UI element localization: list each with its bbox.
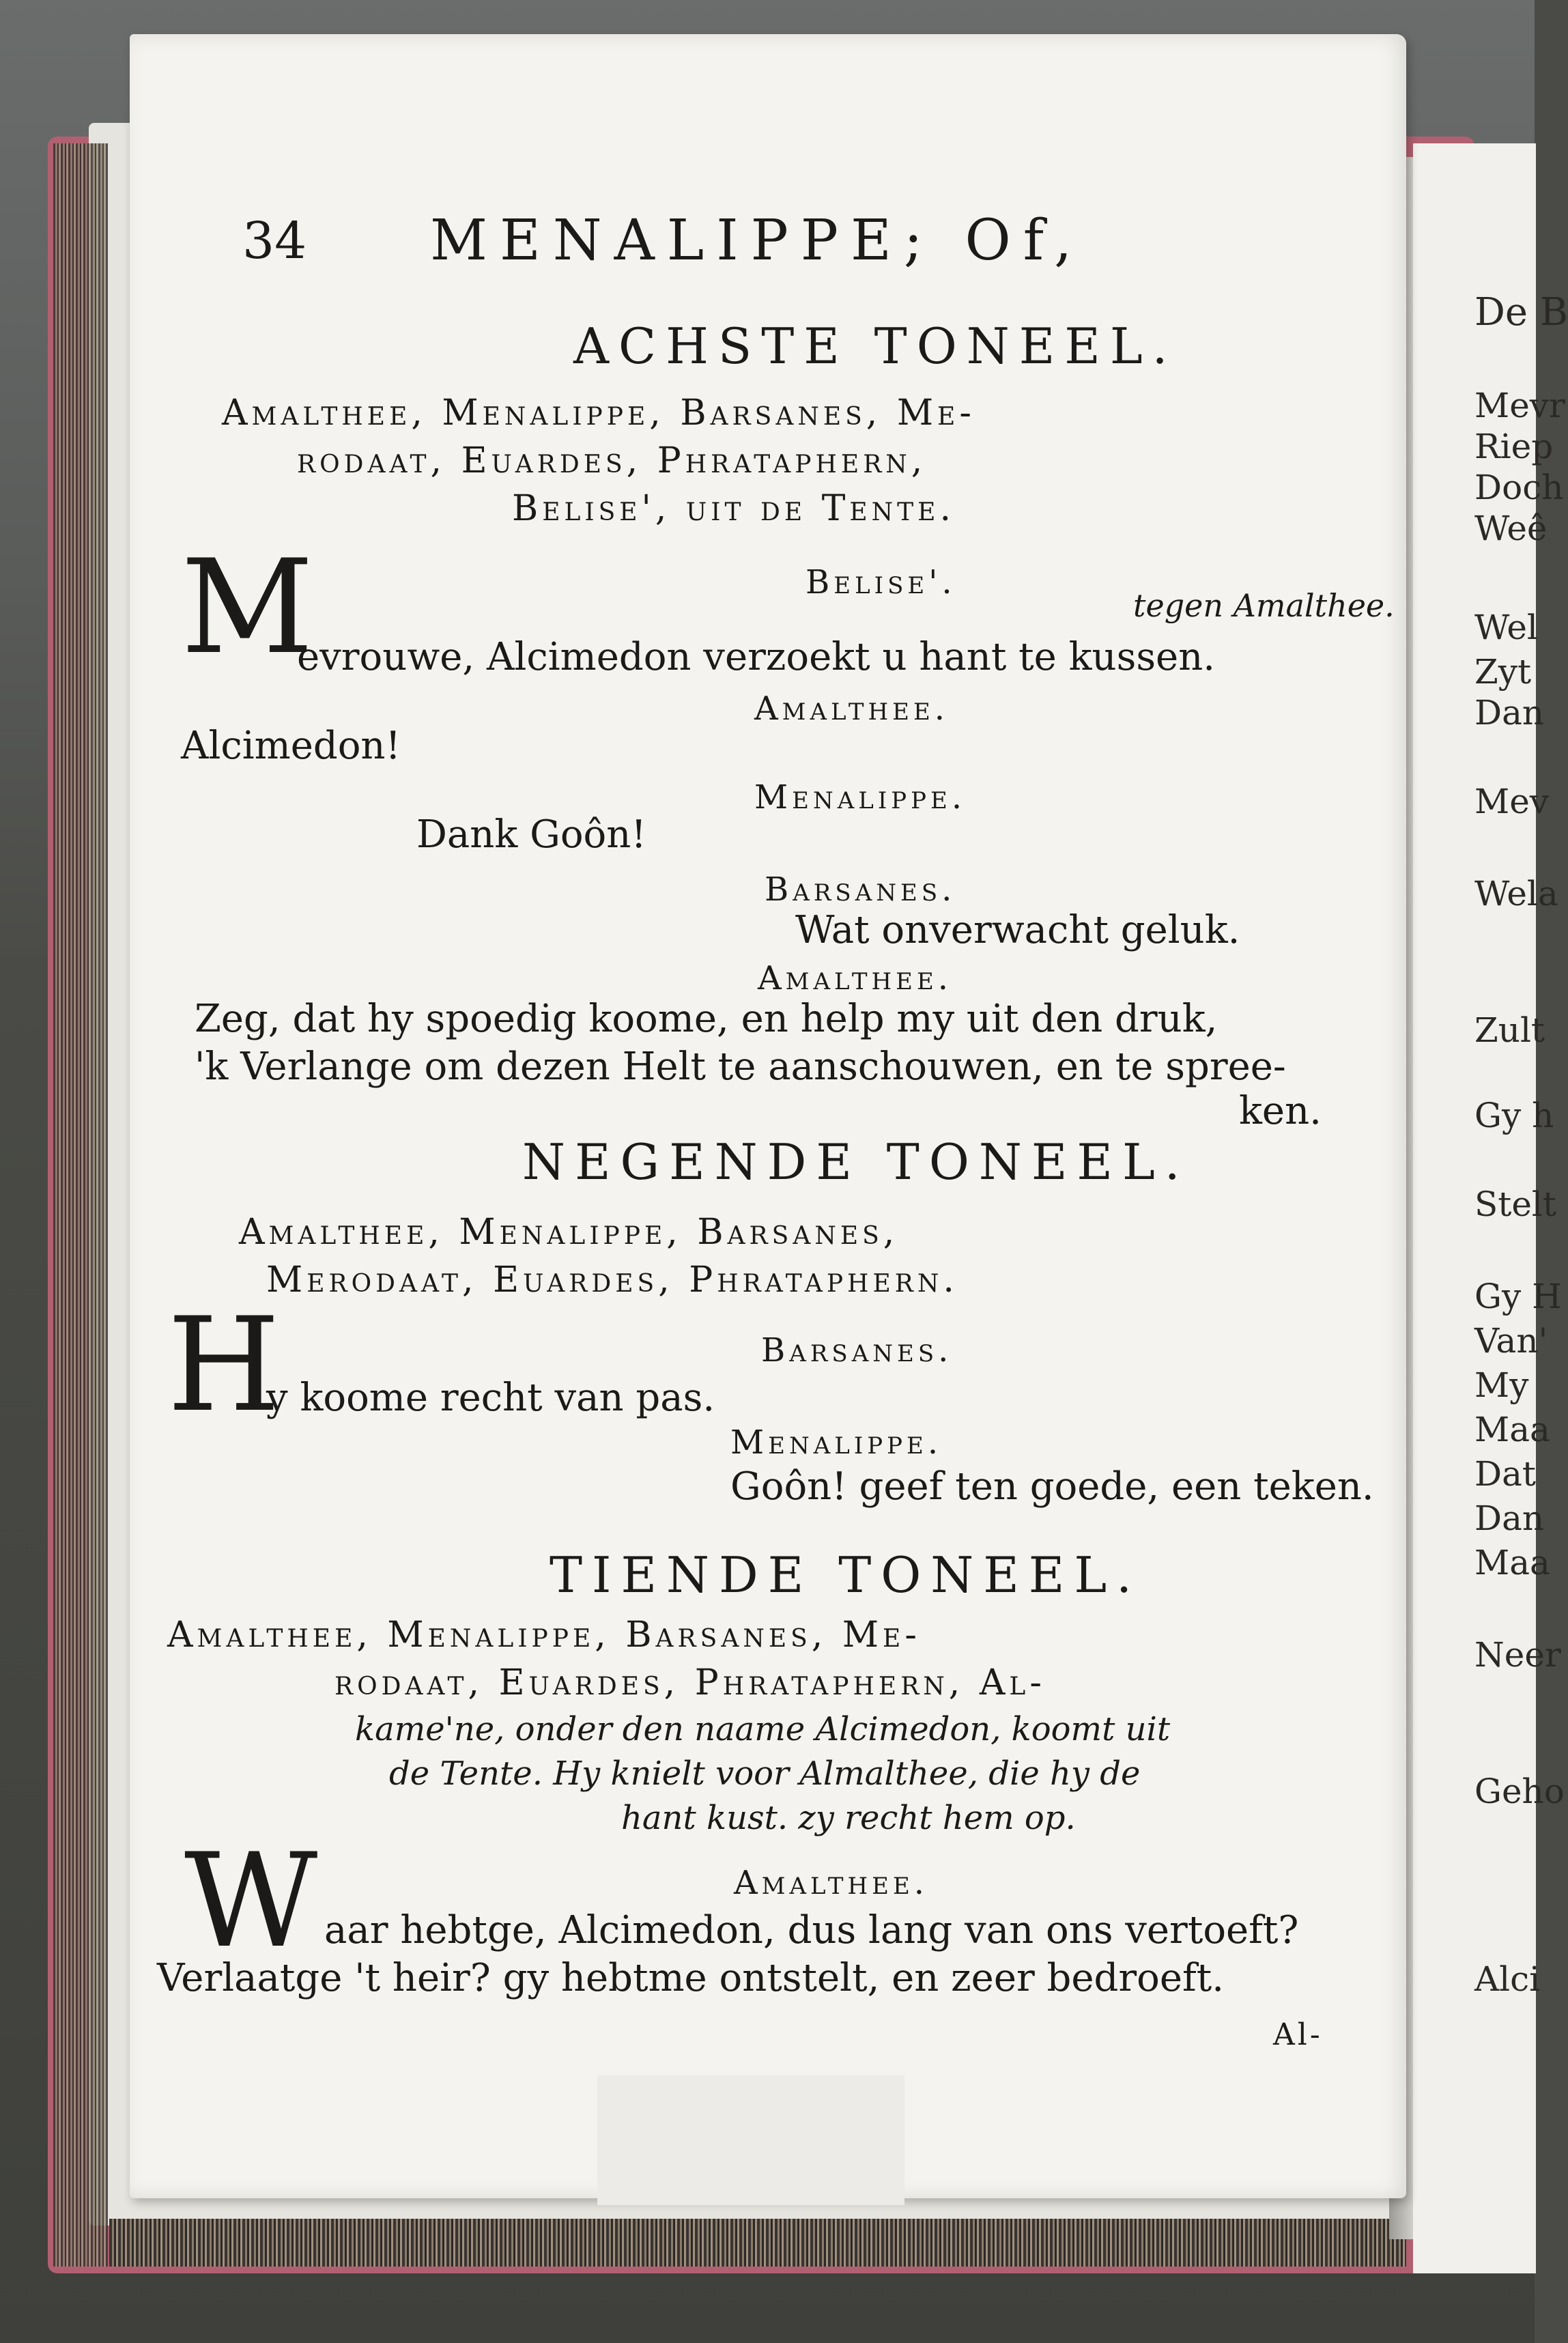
running-head-title: MENALIPPE; Of, <box>430 208 1085 273</box>
drop-capital: W <box>184 1826 318 1976</box>
right-page-word: Mev <box>1474 782 1550 821</box>
catchword: Al- <box>1273 2017 1323 2052</box>
cast-list-line: rodaat, Euardes, Phrataphern, <box>297 440 927 481</box>
speaker-name: Amalthee. <box>754 690 950 728</box>
cast-list-line: Merodaat, Euardes, Phrataphern. <box>266 1260 958 1301</box>
speaker-name: Barsanes. <box>765 870 956 909</box>
right-page-word: Gy h <box>1474 1096 1554 1135</box>
right-page-word: Riep <box>1474 427 1554 466</box>
drop-capital: M <box>181 532 314 683</box>
right-page-word: Alci <box>1474 1959 1541 1999</box>
cast-list-line: Amalthee, Menalippe, Barsanes, Me- <box>222 393 975 434</box>
right-page-word: Wela <box>1474 874 1558 913</box>
verse-line: ken. <box>1239 1089 1322 1133</box>
verse-line: evrouwe, Alcimedon verzoekt u hant te kussen. <box>297 635 1216 679</box>
cast-list-line: rodaat, Euardes, Phrataphern, Al- <box>334 1662 1046 1703</box>
speaker-name: Menalippe. <box>754 778 967 816</box>
verse-line: 'k Verlange om dezen Helt te aanschouwen, en te spree- <box>195 1045 1286 1089</box>
verse-line: Zeg, dat hy spoedig koome, en help my uit den druk, <box>195 997 1218 1041</box>
right-page-word: Gy H <box>1474 1277 1562 1316</box>
verse-line: Goôn! geef ten goede, een teken. <box>730 1464 1374 1509</box>
verse-line: Dank Goôn! <box>416 812 646 857</box>
right-page-word: Neer <box>1474 1635 1561 1675</box>
cast-list-line: Amalthee, Menalippe, Barsanes, Me- <box>167 1615 921 1656</box>
right-page-word: Zyt <box>1474 652 1532 692</box>
verse-line: Verlaatge 't heir? gy hebtme ontstelt, en zeer bedroeft. <box>157 1956 1225 2000</box>
right-page-word: My <box>1474 1365 1529 1405</box>
right-page-word: Dan <box>1474 693 1545 733</box>
right-page-word: Maa <box>1474 1410 1550 1449</box>
speaker-name: Menalippe. <box>730 1423 943 1462</box>
left-page <box>130 34 1406 2198</box>
scene-heading: NEGENDE TONEEL. <box>522 1133 1190 1191</box>
right-page-word: Geho <box>1474 1772 1565 1811</box>
right-page-word: Stelt <box>1474 1184 1557 1224</box>
scene-heading: ACHSTE TONEEL. <box>573 317 1178 375</box>
right-page-word: Dan <box>1474 1499 1545 1538</box>
verse-line: y koome recht van pas. <box>266 1376 715 1420</box>
verse-line: Alcimedon! <box>181 724 401 768</box>
speaker-name: Barsanes. <box>761 1331 953 1369</box>
right-page-word: Mevr <box>1474 386 1565 425</box>
right-page-word: Wel <box>1474 608 1538 647</box>
speaker-name: Amalthee. <box>758 959 953 997</box>
cover-speckled-edge <box>53 143 108 2267</box>
right-page-word: Weê <box>1474 509 1548 548</box>
redacted-area <box>597 2075 904 2205</box>
drop-capital: H <box>167 1290 281 1440</box>
cast-list-line: Belise', uit de Tente. <box>512 488 955 529</box>
stage-direction: tegen Amalthee. <box>1133 587 1395 624</box>
page-number: 34 <box>242 212 307 270</box>
cast-list-line: hant kust. zy recht hem op. <box>621 1799 1076 1837</box>
verse-line: Wat onverwacht geluk. <box>795 908 1240 952</box>
bottom-speckled-edge <box>109 2219 1406 2267</box>
right-page-word: De B <box>1474 290 1568 335</box>
cast-list-line: de Tente. Hy knielt voor Almalthee, die hy de <box>389 1755 1141 1793</box>
right-page-word: Doch <box>1474 468 1564 507</box>
right-page-word: Maa <box>1474 1543 1550 1582</box>
right-page-word: Zult <box>1474 1010 1545 1050</box>
speaker-name: Amalthee. <box>734 1864 929 1902</box>
scene-heading: TIENDE TONEEL. <box>550 1546 1142 1604</box>
cast-list-line: kame'ne, onder den naame Alcimedon, koomt uit <box>355 1710 1171 1748</box>
verse-line: aar hebtge, Alcimedon, dus lang van ons vertoeft? <box>324 1908 1299 1952</box>
cast-list-line: Amalthee, Menalippe, Barsanes, <box>239 1212 899 1253</box>
right-page-word: Dat <box>1474 1454 1536 1494</box>
right-page <box>1413 143 1568 2273</box>
right-page-word: Van' <box>1474 1321 1548 1361</box>
speaker-name: Belise'. <box>806 563 956 601</box>
